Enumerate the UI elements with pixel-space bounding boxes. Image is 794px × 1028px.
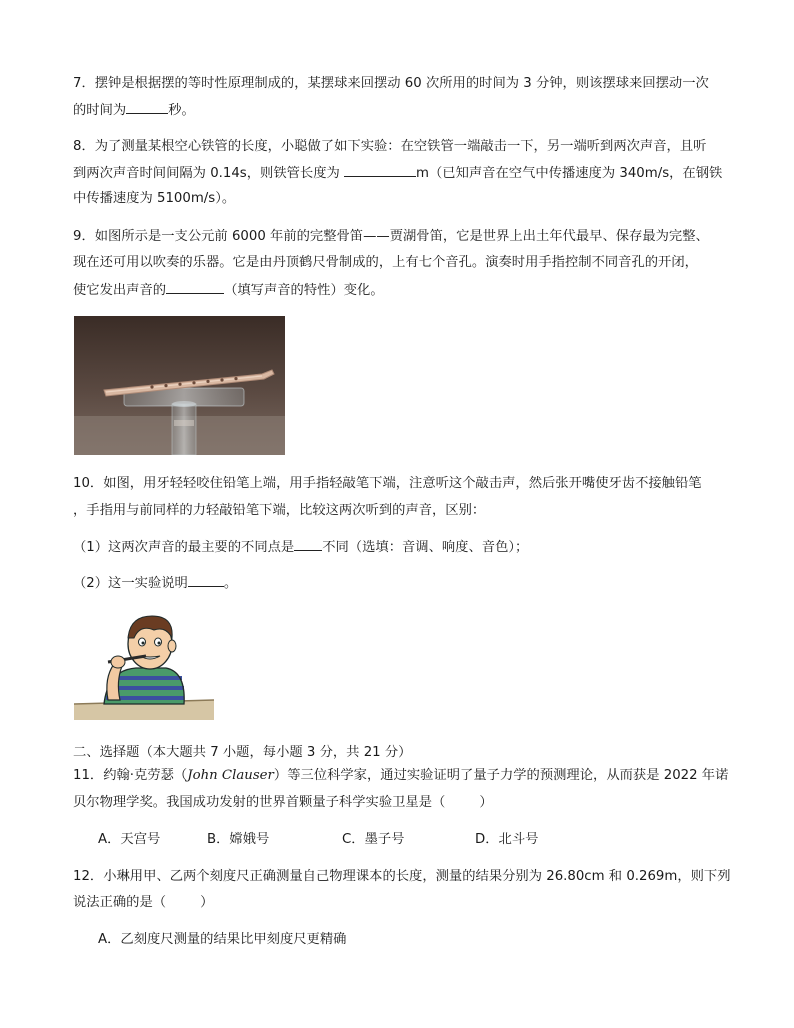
q7-line2 [73,101,195,120]
q9-line2: 现在还可用以吹奏的乐器。它是由丹顶鹤尺骨制成的，上有七个音孔。演奏时用手指控制不同音孔的开闭， [73,255,698,270]
q8-line1: 8．为了测量某根空心铁管的长度，小聪做了如下实验：在空铁管一端敲击一下，另一端听到两次声音，且听 [73,139,707,154]
q11-line1-rest: ）等三位科学家，通过实验证明了量子力学的预测理论，从而获是 2022 年诺 [273,768,729,783]
q10-sub2-end: 。 [223,576,238,591]
q10-sub2-text: （2）这一实验说明 [73,576,188,591]
q12-line2-end: ） [200,895,214,910]
q8-line3: 中传播速度为 5100m/s）。 [73,191,236,206]
q12-line2 [73,894,213,912]
q11-line2 [73,794,493,812]
q10-sub1-text: （1）这两次声音的最主要的不同点是 [73,540,295,555]
q9-line3-rest: （填写声音的特性）变化。 [224,283,384,298]
q8-line2 [73,164,722,183]
q11-option-b: B．嫦娥号 [207,832,270,847]
q11-option-a: A．天宫号 [98,832,161,847]
q9-line1: 9．如图所示是一支公元前 6000 年前的完整骨笛——贾湖骨笛，它是世界上出土年代最早、保存最为完整、 [73,229,709,244]
q10-sub1-rest: 不同（选填：音调、响度、音色）； [322,540,529,555]
answer-blank [344,164,416,177]
q11-line2-text: 贝尔物理学奖。我国成功发射的世界首颗量子科学实验卫星是（ [73,795,446,810]
q7-line1: 7．摆钟是根据摆的等时性原理制成的，某摆球来回摆动 60 次所用的时间为 3 分钟，则该摆球来回摆动一次 [73,76,709,91]
q12-line2-text: 说法正确的是（ [73,895,167,910]
q10-sub1 [73,538,528,557]
answer-blank [166,281,224,294]
answer-blank [294,538,322,551]
q11-line1 [73,767,728,785]
q11-option-c: C．墨子号 [342,832,405,847]
bone-flute-photo [74,316,285,455]
boy-pencil-illustration [74,608,214,720]
scientist-name: John Clauser [187,768,274,783]
q7-line2-unit: 秒。 [168,103,195,118]
answer-blank [126,101,168,114]
q10-sub2 [73,574,237,593]
q9-line3-text: 使它发出声音的 [73,283,167,298]
q8-line2-rest: m（已知声音在空气中传播速度为 340m/s，在钢铁 [416,166,723,181]
q11-line2-end: ） [479,795,493,810]
q10-line2: ，手指用与前同样的力轻敲铅笔下端，比较这两次听到的声音，区别： [73,503,486,518]
q11-option-d: D．北斗号 [475,832,539,847]
q12-line1: 12．小琳用甲、乙两个刻度尺正确测量自己物理课本的长度，测量的结果分别为 26.80cm 和 0.269m，则下列 [73,869,731,884]
section-heading: 二、选择题（本大题共 7 小题，每小题 3 分，共 21 分） [73,745,412,760]
answer-blank [188,574,224,587]
q11-line1-text: 11．约翰·克劳瑟（ [73,768,188,783]
q12-option-a: A．乙刻度尺测量的结果比甲刻度尺更精确 [98,932,347,947]
q9-line3 [73,281,384,300]
q10-line1: 10．如图，用牙轻轻咬住铅笔上端，用手指轻敲笔下端，注意听这个敲击声，然后张开嘴使牙齿不接触铅笔 [73,476,702,491]
q7-line2-text: 的时间为 [73,103,127,118]
q8-line2-text: 到两次声音时间间隔为 0.14s，则铁管长度为 [73,166,345,181]
